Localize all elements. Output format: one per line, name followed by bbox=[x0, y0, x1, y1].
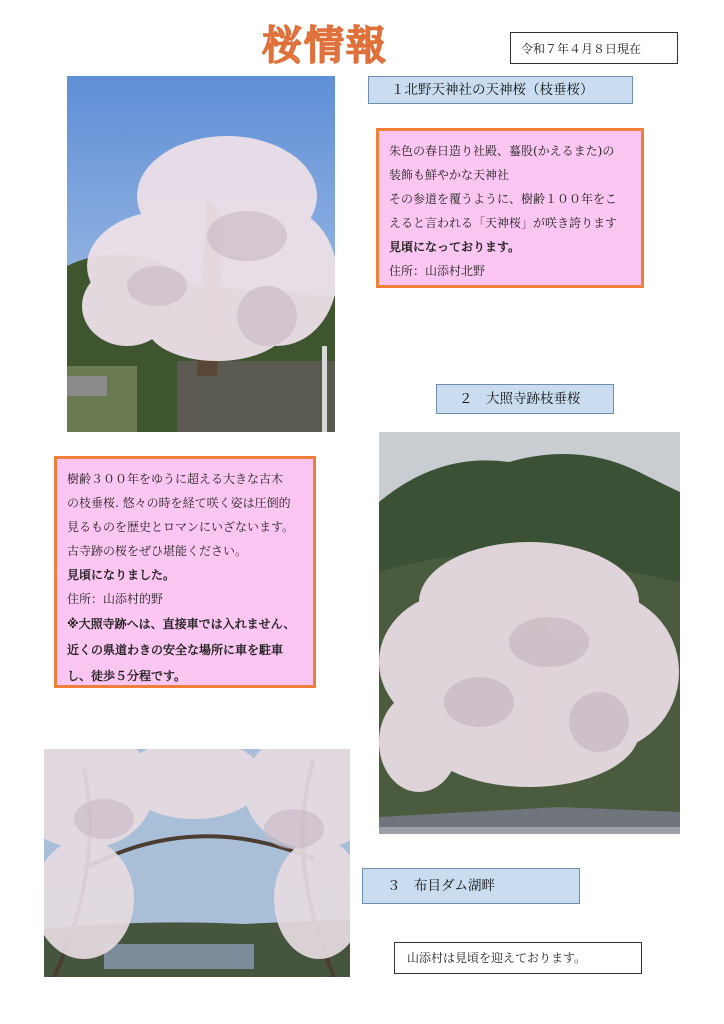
spot1-line: その参道を覆うように、樹齢１００年をこ bbox=[389, 192, 618, 206]
spot1-line: えると言われる「天神桜」が咲き誇ります bbox=[389, 216, 618, 230]
spot1-info-box bbox=[376, 128, 644, 288]
spot2-line: 見るものを歴史とロマンにいざないます。 bbox=[67, 520, 295, 534]
spot2-photo bbox=[379, 432, 680, 834]
spot3-heading: ３ 布目ダム湖畔 bbox=[362, 868, 580, 904]
spot2-heading: ２ 大照寺跡枝垂桜 bbox=[436, 384, 614, 414]
spot2-line: 古寺跡の桜をぜひ堪能ください。 bbox=[67, 544, 248, 558]
spot1-address: 住所：山添村北野 bbox=[389, 264, 486, 278]
spot1-photo bbox=[67, 76, 335, 432]
spot3-note: 山添村は見頃を迎えております。 bbox=[394, 942, 642, 974]
spot2-info-box bbox=[54, 456, 316, 688]
spot2-line: 樹齢３００年をゆうに超える大きな古木 bbox=[67, 472, 284, 486]
spot2-status: 見頃になりました。 bbox=[67, 568, 176, 582]
spot2-warning-line: し、徒歩５分程です。 bbox=[67, 669, 187, 683]
spot2-warning-line: ※大照寺跡へは、直接車では入れません、 bbox=[67, 617, 296, 631]
spot2-line: の枝垂桜. 悠々の時を経て咲く姿は圧倒的 bbox=[67, 496, 291, 510]
date-box: 令和７年４月８日現在 bbox=[510, 32, 678, 64]
spot1-heading: １北野天神社の天神桜（枝垂桜） bbox=[368, 76, 633, 104]
spot2-warning-line: 近くの県道わきの安全な場所に車を駐車 bbox=[67, 643, 284, 657]
spot1-line: 装飾も鮮やかな天神社 bbox=[389, 168, 510, 182]
spot2-address: 住所：山添村的野 bbox=[67, 592, 164, 606]
spot1-status: 見頃になっております。 bbox=[389, 240, 521, 254]
spot3-photo bbox=[44, 749, 350, 977]
page-title: 桜情報 bbox=[262, 22, 388, 69]
spot1-line: 朱色の春日造り社殿、蟇股(かえるまた)の bbox=[389, 144, 615, 158]
